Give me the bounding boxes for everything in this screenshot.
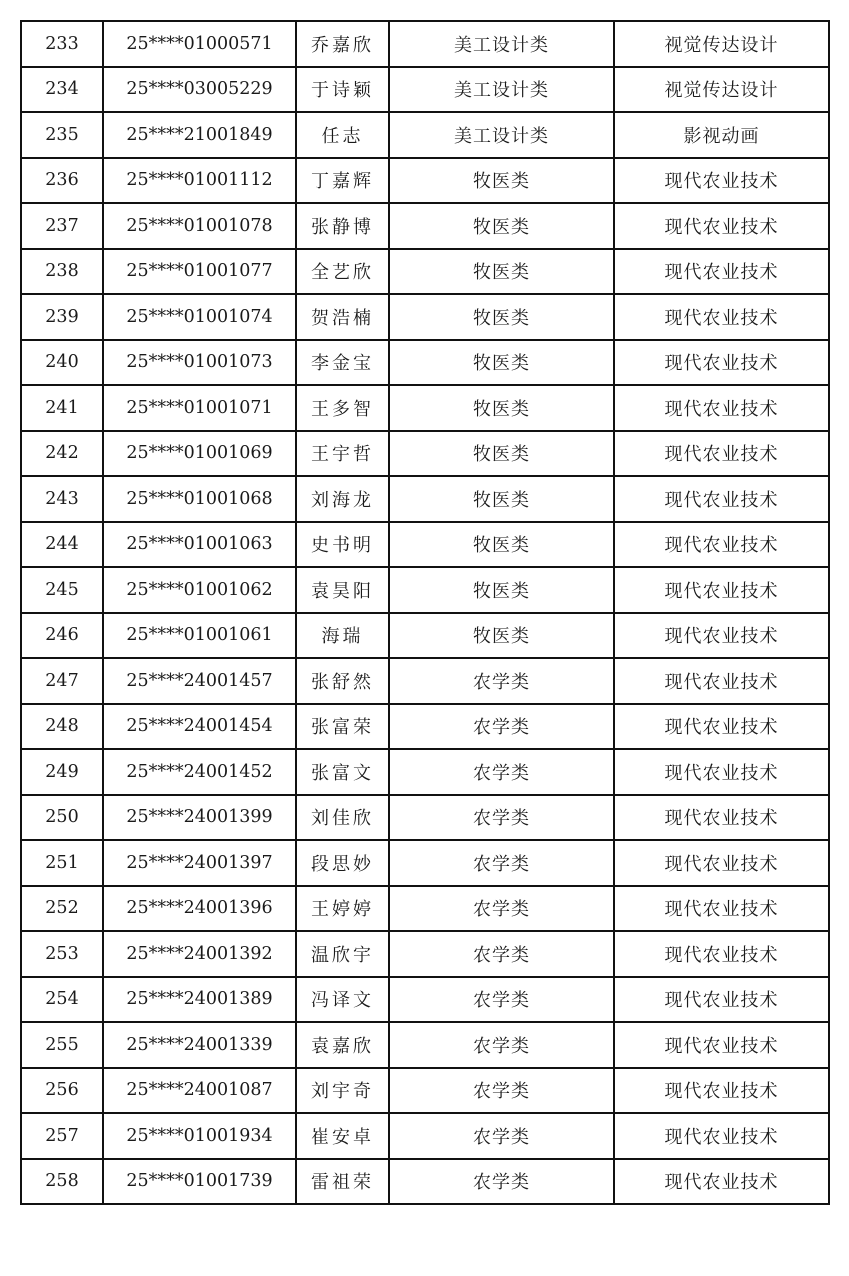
table-row [21,67,829,113]
student-name-cell: 段思妙 [296,840,389,886]
serial-number-cell: 250 [21,795,103,841]
serial-number-cell: 241 [21,385,103,431]
major-cell: 现代农业技术 [614,203,829,249]
exam-id-cell: 25****01001078 [103,203,296,249]
exam-id-cell: 25****24001389 [103,977,296,1023]
student-name-cell: 王宇哲 [296,431,389,477]
exam-id-cell: 25****01001062 [103,567,296,613]
serial-number-cell: 254 [21,977,103,1023]
serial-number-cell: 235 [21,112,103,158]
category-cell: 牧医类 [389,476,614,522]
student-name-cell: 王多智 [296,385,389,431]
table-row [21,249,829,295]
major-cell: 现代农业技术 [614,522,829,568]
serial-number-cell: 253 [21,931,103,977]
table-row [21,476,829,522]
table-row [21,840,829,886]
admission-list-table [20,20,830,1205]
exam-id-cell: 25****01001063 [103,522,296,568]
table-row [21,1113,829,1159]
major-cell: 现代农业技术 [614,158,829,204]
student-name-cell: 刘宇奇 [296,1068,389,1114]
serial-number-cell: 247 [21,658,103,704]
major-cell: 视觉传达设计 [614,67,829,113]
major-cell: 影视动画 [614,112,829,158]
serial-number-cell: 244 [21,522,103,568]
table-row [21,203,829,249]
category-cell: 牧医类 [389,522,614,568]
table-row [21,431,829,477]
table-row [21,294,829,340]
exam-id-cell: 25****24001397 [103,840,296,886]
category-cell: 农学类 [389,1068,614,1114]
exam-id-cell: 25****01001077 [103,249,296,295]
category-cell: 美工设计类 [389,67,614,113]
table-row [21,21,829,67]
exam-id-cell: 25****01000571 [103,21,296,67]
student-name-cell: 崔安卓 [296,1113,389,1159]
category-cell: 农学类 [389,886,614,932]
table-row [21,385,829,431]
major-cell: 现代农业技术 [614,294,829,340]
major-cell: 现代农业技术 [614,431,829,477]
serial-number-cell: 256 [21,1068,103,1114]
table-body [21,21,829,1204]
serial-number-cell: 236 [21,158,103,204]
table-row [21,749,829,795]
category-cell: 农学类 [389,977,614,1023]
student-name-cell: 李金宝 [296,340,389,386]
category-cell: 牧医类 [389,431,614,477]
table-row [21,340,829,386]
exam-id-cell: 25****01001069 [103,431,296,477]
table-row [21,704,829,750]
exam-id-cell: 25****24001339 [103,1022,296,1068]
table-row [21,522,829,568]
exam-id-cell: 25****24001457 [103,658,296,704]
category-cell: 农学类 [389,840,614,886]
student-name-cell: 乔嘉欣 [296,21,389,67]
table-row [21,1068,829,1114]
table-row [21,886,829,932]
student-name-cell: 张静博 [296,203,389,249]
major-cell: 现代农业技术 [614,1159,829,1205]
student-name-cell: 雷祖荣 [296,1159,389,1205]
category-cell: 牧医类 [389,249,614,295]
exam-id-cell: 25****24001396 [103,886,296,932]
serial-number-cell: 258 [21,1159,103,1205]
table-row [21,977,829,1023]
major-cell: 现代农业技术 [614,840,829,886]
category-cell: 农学类 [389,1022,614,1068]
category-cell: 牧医类 [389,340,614,386]
exam-id-cell: 25****01001068 [103,476,296,522]
serial-number-cell: 234 [21,67,103,113]
major-cell: 现代农业技术 [614,931,829,977]
serial-number-cell: 233 [21,21,103,67]
major-cell: 现代农业技术 [614,613,829,659]
student-name-cell: 温欣宇 [296,931,389,977]
major-cell: 现代农业技术 [614,1068,829,1114]
serial-number-cell: 242 [21,431,103,477]
category-cell: 农学类 [389,1159,614,1205]
major-cell: 现代农业技术 [614,249,829,295]
serial-number-cell: 237 [21,203,103,249]
major-cell: 现代农业技术 [614,385,829,431]
student-name-cell: 张富文 [296,749,389,795]
serial-number-cell: 252 [21,886,103,932]
exam-id-cell: 25****24001392 [103,931,296,977]
serial-number-cell: 251 [21,840,103,886]
category-cell: 牧医类 [389,294,614,340]
category-cell: 牧医类 [389,158,614,204]
category-cell: 农学类 [389,704,614,750]
exam-id-cell: 25****01001061 [103,613,296,659]
table-row [21,567,829,613]
category-cell: 牧医类 [389,613,614,659]
student-name-cell: 贺浩楠 [296,294,389,340]
major-cell: 现代农业技术 [614,567,829,613]
major-cell: 现代农业技术 [614,749,829,795]
major-cell: 视觉传达设计 [614,21,829,67]
exam-id-cell: 25****21001849 [103,112,296,158]
student-name-cell: 全艺欣 [296,249,389,295]
table-row [21,931,829,977]
exam-id-cell: 25****01001739 [103,1159,296,1205]
exam-id-cell: 25****01001074 [103,294,296,340]
major-cell: 现代农业技术 [614,704,829,750]
major-cell: 现代农业技术 [614,1113,829,1159]
student-name-cell: 丁嘉辉 [296,158,389,204]
table-row [21,112,829,158]
serial-number-cell: 249 [21,749,103,795]
table-row [21,1159,829,1205]
exam-id-cell: 25****01001071 [103,385,296,431]
exam-id-cell: 25****24001452 [103,749,296,795]
student-name-cell: 刘佳欣 [296,795,389,841]
category-cell: 美工设计类 [389,21,614,67]
serial-number-cell: 255 [21,1022,103,1068]
student-name-cell: 冯译文 [296,977,389,1023]
category-cell: 农学类 [389,658,614,704]
category-cell: 牧医类 [389,203,614,249]
category-cell: 美工设计类 [389,112,614,158]
major-cell: 现代农业技术 [614,795,829,841]
category-cell: 农学类 [389,749,614,795]
category-cell: 农学类 [389,1113,614,1159]
exam-id-cell: 25****01001112 [103,158,296,204]
exam-id-cell: 25****24001454 [103,704,296,750]
student-name-cell: 任志 [296,112,389,158]
category-cell: 农学类 [389,795,614,841]
exam-id-cell: 25****01001934 [103,1113,296,1159]
student-name-cell: 王婷婷 [296,886,389,932]
student-name-cell: 张富荣 [296,704,389,750]
serial-number-cell: 239 [21,294,103,340]
serial-number-cell: 238 [21,249,103,295]
serial-number-cell: 243 [21,476,103,522]
serial-number-cell: 248 [21,704,103,750]
table-row [21,1022,829,1068]
category-cell: 牧医类 [389,385,614,431]
serial-number-cell: 246 [21,613,103,659]
major-cell: 现代农业技术 [614,886,829,932]
serial-number-cell: 257 [21,1113,103,1159]
serial-number-cell: 240 [21,340,103,386]
student-name-cell: 刘海龙 [296,476,389,522]
student-name-cell: 于诗颖 [296,67,389,113]
student-name-cell: 海瑞 [296,613,389,659]
exam-id-cell: 25****03005229 [103,67,296,113]
major-cell: 现代农业技术 [614,1022,829,1068]
exam-id-cell: 25****01001073 [103,340,296,386]
major-cell: 现代农业技术 [614,658,829,704]
major-cell: 现代农业技术 [614,977,829,1023]
category-cell: 牧医类 [389,567,614,613]
table-row [21,158,829,204]
table-row [21,613,829,659]
major-cell: 现代农业技术 [614,476,829,522]
serial-number-cell: 245 [21,567,103,613]
exam-id-cell: 25****24001087 [103,1068,296,1114]
student-name-cell: 张舒然 [296,658,389,704]
student-name-cell: 史书明 [296,522,389,568]
exam-id-cell: 25****24001399 [103,795,296,841]
table-row [21,795,829,841]
student-name-cell: 袁昊阳 [296,567,389,613]
major-cell: 现代农业技术 [614,340,829,386]
category-cell: 农学类 [389,931,614,977]
student-name-cell: 袁嘉欣 [296,1022,389,1068]
table-row [21,658,829,704]
